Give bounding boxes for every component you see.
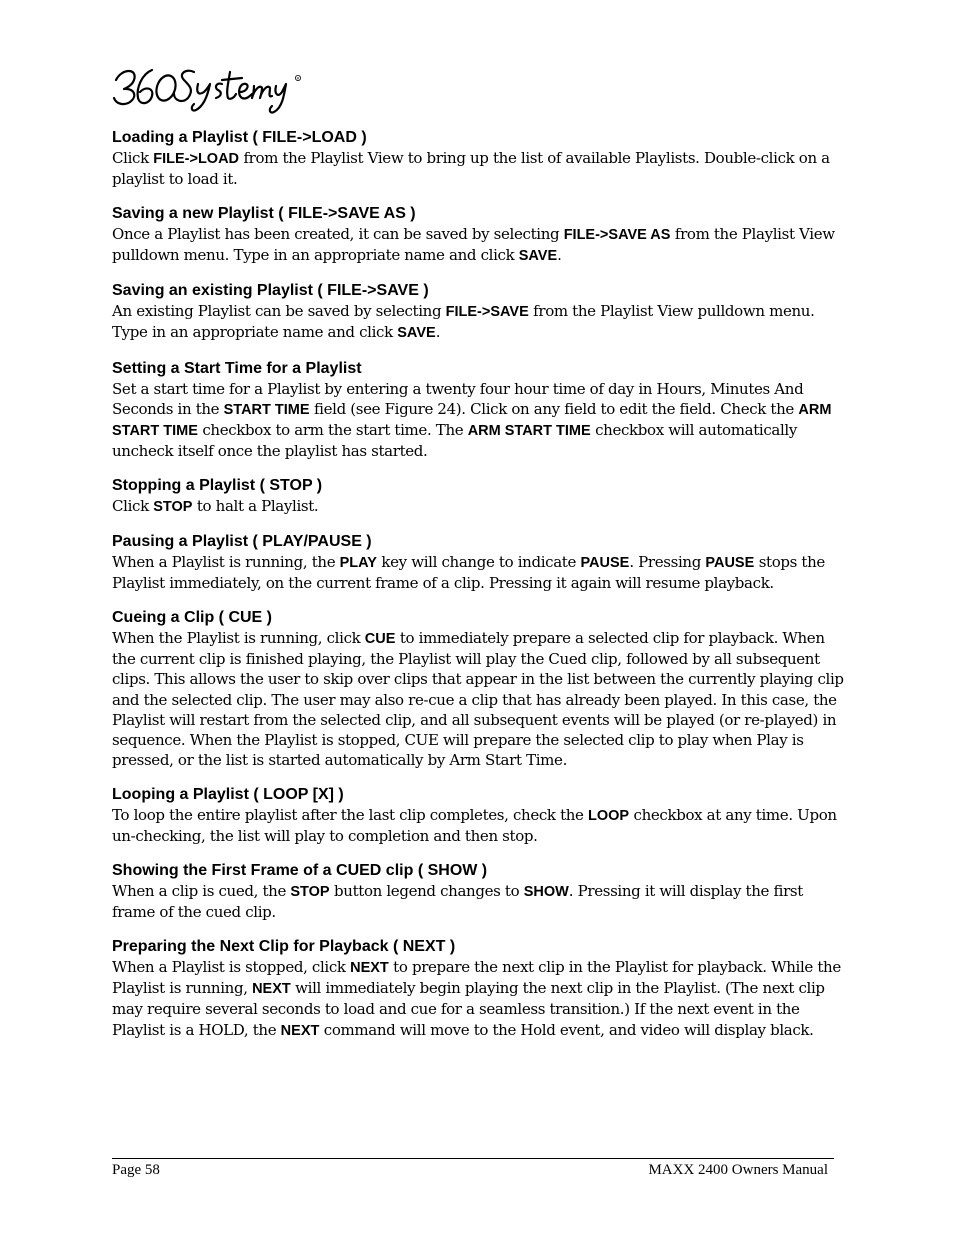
text-run: to immediately prepare a selected clip for playback. When the current clip is finished playing, the Playlist will play the Cued clip, followed by all subsequent clips. This allows the user to skip over clips that appear in the list between the currently playing clip and the selected clip. The user may also re-cue a clip that has already been played. In this case, the Playlist will restart from the selected clip, and all subsequent events will be played (or re-played) in sequence. When the Playlist is stopped, CUE will prepare the selected clip to play when Play is pressed, or the list is started automatically by Arm Start Time. <box>112 629 844 769</box>
section-heading: Preparing the Next Clip for Playback ( NEXT ) <box>112 938 456 956</box>
section <box>112 785 844 846</box>
section <box>112 608 844 770</box>
section-body <box>112 957 844 1040</box>
section-heading: Loading a Playlist ( FILE->LOAD ) <box>112 129 367 146</box>
section <box>112 359 844 461</box>
section-body <box>112 224 844 266</box>
bold-term: PAUSE <box>580 555 630 572</box>
360-systems-logo-icon <box>112 58 302 116</box>
text-run: stops the Playlist immediately, on the current frame of a clip. Pressing it again will resume playback. <box>112 553 825 593</box>
bold-term: STOP <box>153 498 193 515</box>
section-heading: Cueing a Clip ( CUE ) <box>112 609 272 627</box>
text-run: checkbox at any time. Upon un-checking, the list will play to completion and then stop. <box>112 805 837 845</box>
bold-term: SAVE <box>518 248 558 265</box>
text-run: When a Playlist is running, the <box>112 553 340 572</box>
bold-term: CUE <box>364 631 396 648</box>
section-body <box>112 148 844 189</box>
text-run: from the Playlist View pulldown menu. Type in an appropriate name and click <box>112 302 815 342</box>
section-heading: Showing the First Frame of a CUED clip ( SHOW ) <box>112 862 488 880</box>
bold-term: LOOP <box>588 807 630 824</box>
text-run: Set a start time for a Playlist by entering a twenty four hour time of day in Hours, Minutes And Seconds in the <box>112 379 804 418</box>
section <box>112 937 844 1040</box>
text-run: checkbox will automatically uncheck itself once the playlist has started. <box>112 420 797 460</box>
text-run: To loop the entire playlist after the last clip completes, check the <box>112 805 589 824</box>
text-run: When a Playlist is stopped, click <box>112 958 351 977</box>
bold-term: FILE->SAVE AS <box>563 227 671 244</box>
text-run: from the Playlist View to bring up the list of available Playlists. Double-click on a playlist to load it. <box>112 149 830 189</box>
bold-term: ARM START TIME <box>112 401 832 439</box>
section-body <box>112 301 844 343</box>
section-heading: Pausing a Playlist ( PLAY/PAUSE ) <box>112 533 372 551</box>
text-run: checkbox to arm the start time. The <box>197 420 468 439</box>
bold-term: SAVE <box>397 325 436 342</box>
section <box>112 204 844 266</box>
section-heading: Stopping a Playlist ( STOP ) <box>112 476 323 494</box>
text-run: to halt a Playlist. <box>192 496 319 515</box>
bold-term: NEXT <box>350 960 389 977</box>
section <box>112 861 844 922</box>
bold-term: PAUSE <box>705 555 755 572</box>
bold-term: STOP <box>290 884 330 901</box>
manual-title: MAXX 2400 Owners Manual <box>648 1162 828 1178</box>
section-body <box>112 805 844 846</box>
text-run: Click <box>112 149 154 167</box>
section-body <box>112 628 844 770</box>
section <box>112 476 844 517</box>
section-body <box>112 496 844 517</box>
text-run: An existing Playlist can be saved by selecting <box>112 302 446 321</box>
text-run: Click <box>112 496 154 515</box>
section <box>112 128 844 189</box>
svg-text:R: R <box>296 75 300 81</box>
section-heading: Setting a Start Time for a Playlist <box>112 359 362 377</box>
manual-content <box>112 128 844 1056</box>
text-run: When the Playlist is running, click <box>112 629 365 648</box>
text-run: . Pressing it will display the first frame of the cued clip. <box>112 882 803 922</box>
footer-rule <box>112 1158 834 1159</box>
text-run: . Pressing <box>629 553 706 572</box>
bold-term: ARM START TIME <box>467 422 591 439</box>
text-run: from the Playlist View pulldown menu. Type in an appropriate name and click <box>112 225 835 265</box>
text-run: to prepare the next clip in the Playlist for playback. While the Playlist is running, <box>112 958 841 998</box>
bold-term: SHOW <box>523 884 569 901</box>
bold-term: PLAY <box>339 555 377 572</box>
text-run: When a clip is cued, the <box>112 882 291 901</box>
section-heading: Saving an existing Playlist ( FILE->SAVE ) <box>112 282 429 300</box>
section-heading: Saving a new Playlist ( FILE->SAVE AS ) <box>112 205 416 223</box>
text-run: field (see Figure 24). Click on any field to edit the field. Check the <box>309 399 799 418</box>
text-run: . <box>435 323 441 342</box>
text-run: button legend changes to <box>329 882 524 901</box>
bold-term: NEXT <box>280 1022 320 1039</box>
bold-term: FILE->SAVE <box>445 304 529 321</box>
section <box>112 532 844 593</box>
text-run: command will move to the Hold event, and video will display black. <box>319 1020 814 1039</box>
bold-term: START TIME <box>223 401 310 418</box>
text-run: Once a Playlist has been created, it can be saved by selecting <box>112 225 564 244</box>
section <box>112 281 844 343</box>
text-run: will immediately begin playing the next clip in the Playlist. (The next clip may require several seconds to load and cue for a seamless transition.) If the next event in the Playlist is a HOLD, the <box>112 979 825 1039</box>
section-body <box>112 379 844 461</box>
section-body <box>112 881 844 922</box>
bold-term: FILE->LOAD <box>153 151 240 167</box>
text-run: key will change to indicate <box>376 553 581 572</box>
text-run: . <box>557 246 562 265</box>
page-number: Page 58 <box>112 1162 160 1178</box>
section-body <box>112 552 844 593</box>
section-heading: Looping a Playlist ( LOOP [X] ) <box>112 785 344 803</box>
bold-term: NEXT <box>252 981 291 998</box>
